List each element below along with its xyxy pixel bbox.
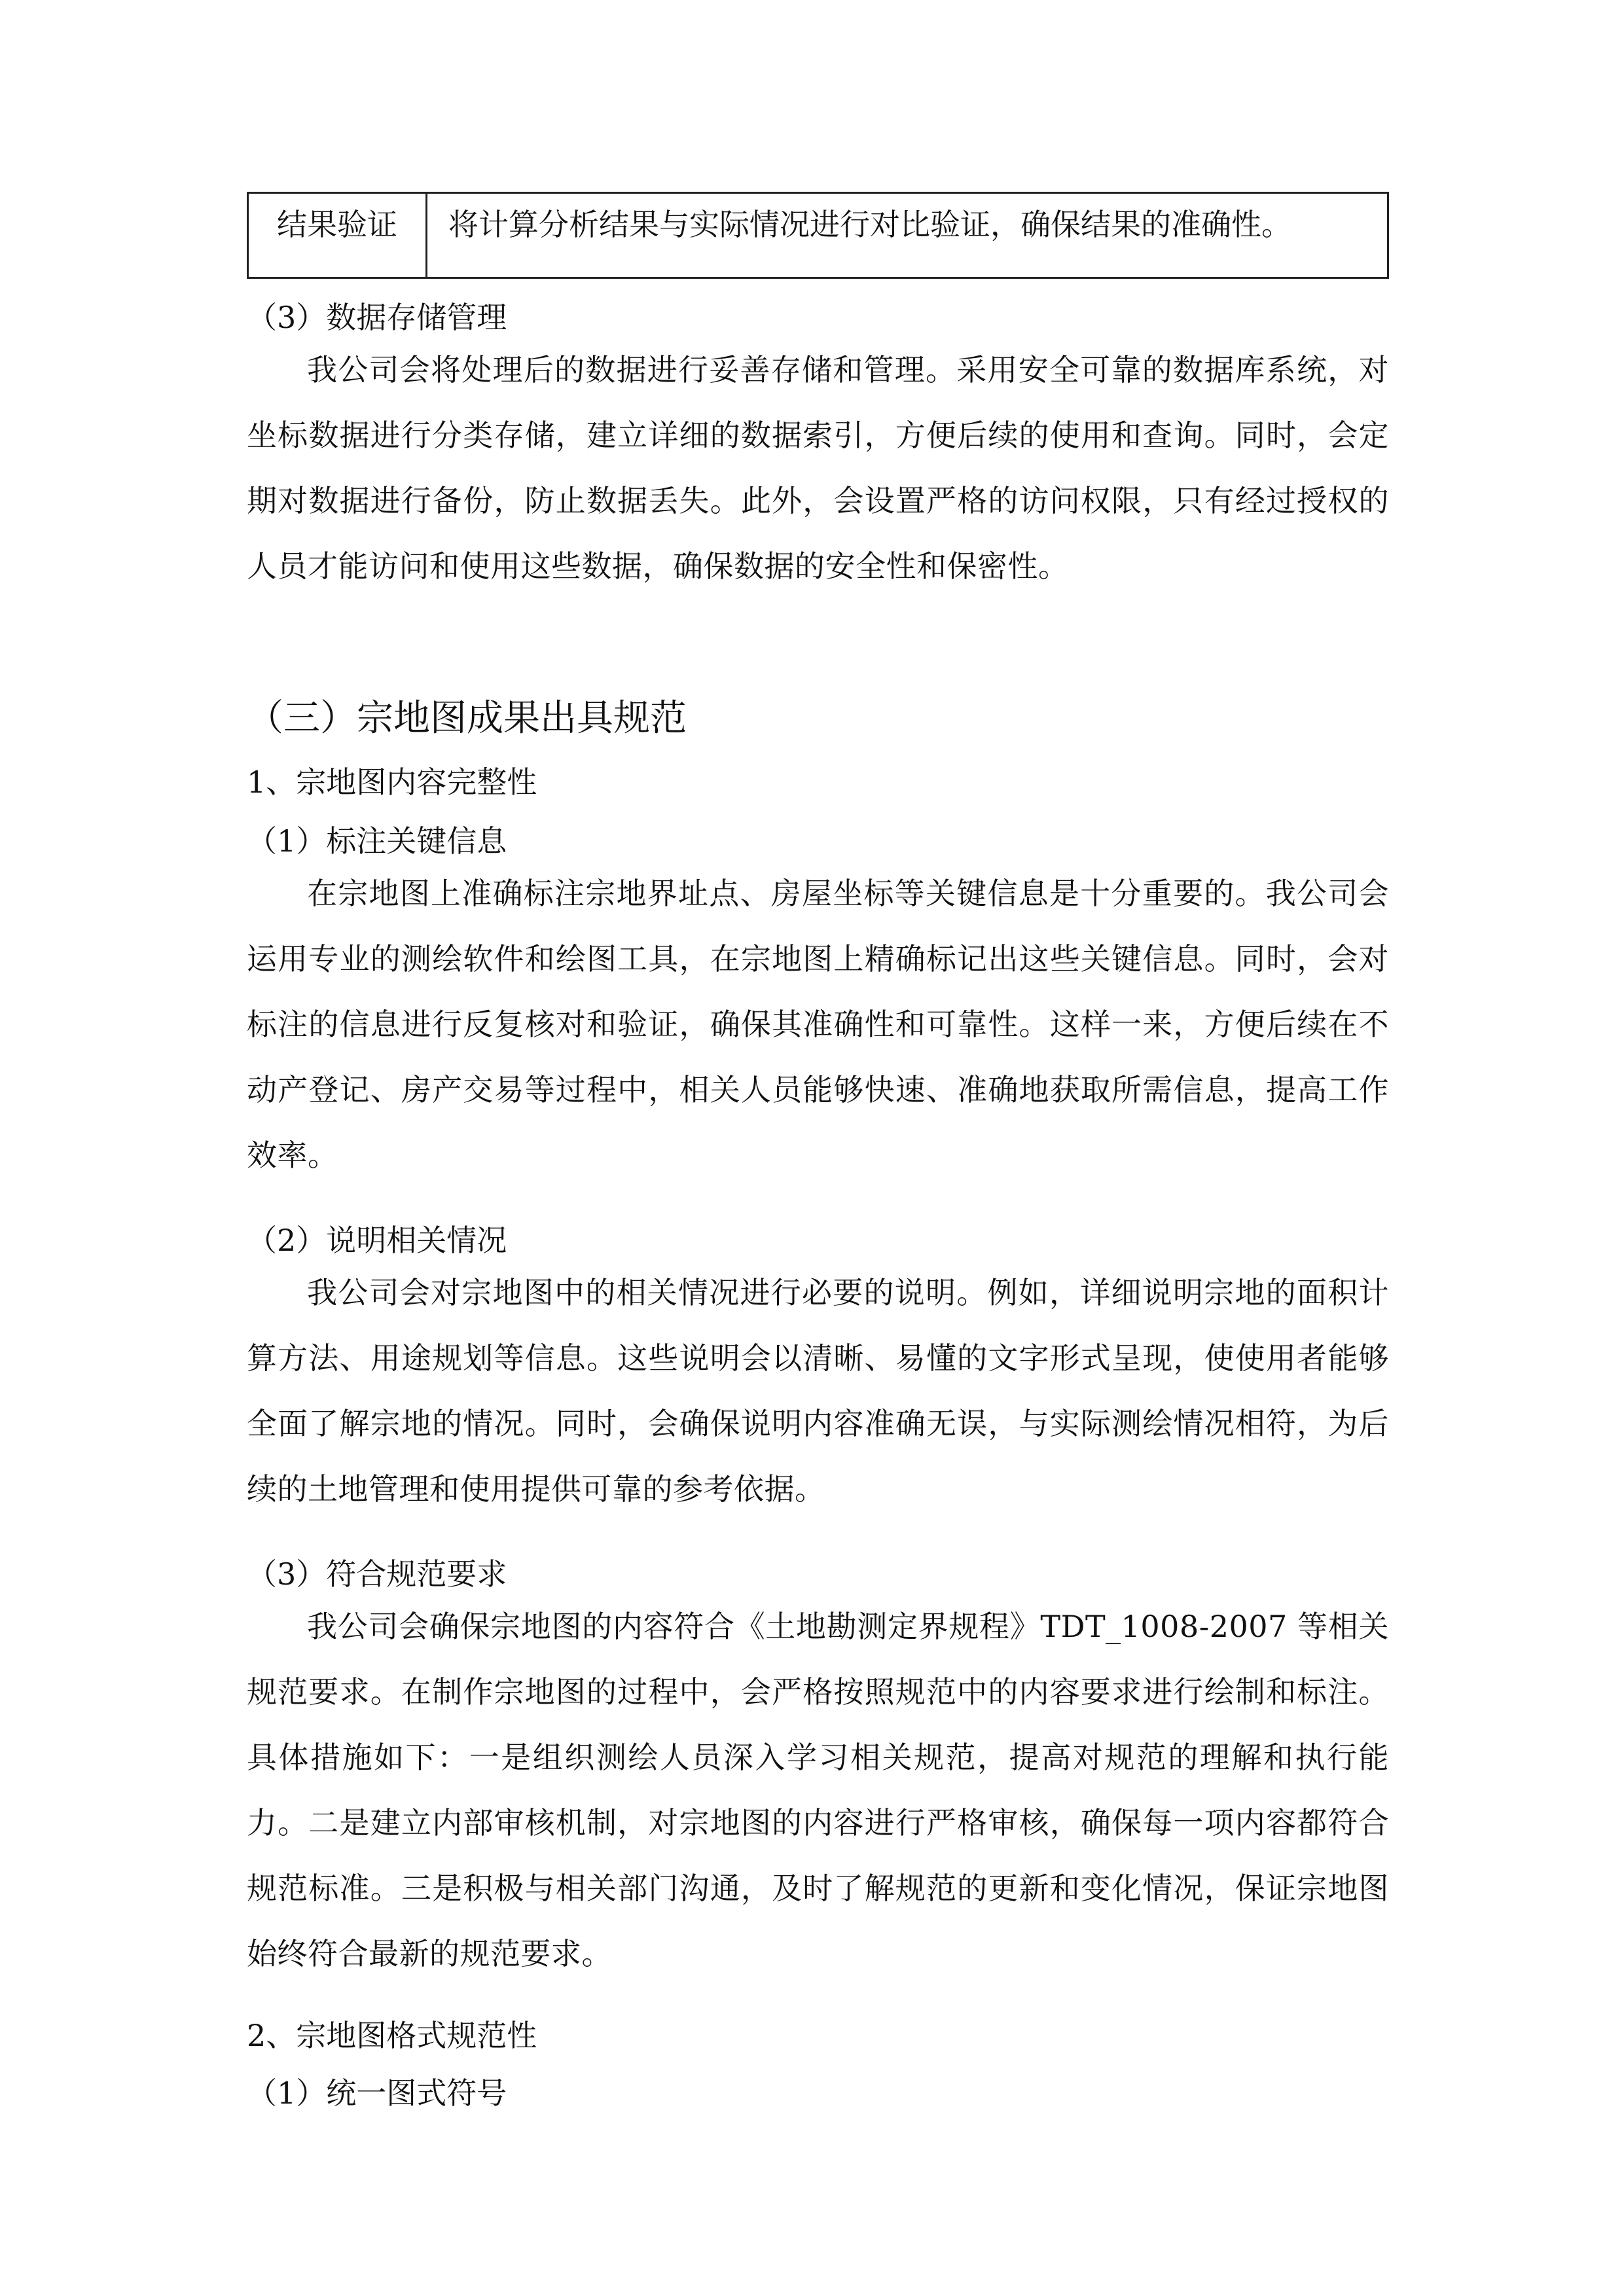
subheading-key-info: （1）标注关键信息 (247, 823, 507, 859)
table-cell-label: 结果验证 (248, 193, 427, 278)
paragraph-key-info: 在宗地图上准确标注宗地界址点、房屋坐标等关键信息是十分重要的。我公司会运用专业的测绘软件和绘图工具，在宗地图上精确标记出这些关键信息。同时，会对标注的信息进行反复核对和验证，确保其准确性和可靠性。这样一来，方便后续在不动产登记、房产交易等过程中，相关人员能够快速、准确地获取所需信息，提高工作效率。 (247, 876, 1389, 1173)
result-table (247, 192, 1389, 279)
subheading-standards: （3）符合规范要求 (247, 1556, 507, 1592)
paragraph-explain: 我公司会对宗地图中的相关情况进行必要的说明。例如，详细说明宗地的面积计算方法、用途规划等信息。这些说明会以清晰、易懂的文字形式呈现，使使用者能够全面了解宗地的情况。同时，会确保说明内容准确无误，与实际测绘情况相符，为后续的土地管理和使用提供可靠的参考依据。 (247, 1275, 1389, 1507)
section-heading: （三）宗地图成果出具规范 (247, 697, 687, 740)
heading-format-standard: 2、宗地图格式规范性 (247, 2018, 537, 2053)
heading-content-completeness: 1、宗地图内容完整性 (247, 764, 537, 800)
subheading-symbols: （1）统一图式符号 (247, 2075, 507, 2111)
paragraph-standards: 我公司会确保宗地图的内容符合《土地勘测定界规程》TDT_1008-2007 等相关规范要求。在制作宗地图的过程中，会严格按照规范中的内容要求进行绘制和标注。具体措施如下：一是组织测绘人员深入学习相关规范，提高对规范的理解和执行能力。二是建立内部审核机制，对宗地图的内容进行严格审核，确保每一项内容都符合规范标准。三是积极与相关部门沟通，及时了解规范的更新和变化情况，保证宗地图始终符合最新的规范要求。 (247, 1609, 1389, 1971)
table-cell-desc: 将计算分析结果与实际情况进行对比验证，确保结果的准确性。 (427, 193, 1388, 278)
table-row (248, 193, 1388, 278)
paragraph-data-storage: 我公司会将处理后的数据进行妥善存储和管理。采用安全可靠的数据库系统，对坐标数据进行分类存储，建立详细的数据索引，方便后续的使用和查询。同时，会定期对数据进行备份，防止数据丢失。此外，会设置严格的访问权限，只有经过授权的人员才能访问和使用这些数据，确保数据的安全性和保密性。 (247, 352, 1389, 584)
subheading-data-storage: （3）数据存储管理 (247, 300, 507, 335)
subheading-explain: （2）说明相关情况 (247, 1223, 507, 1258)
